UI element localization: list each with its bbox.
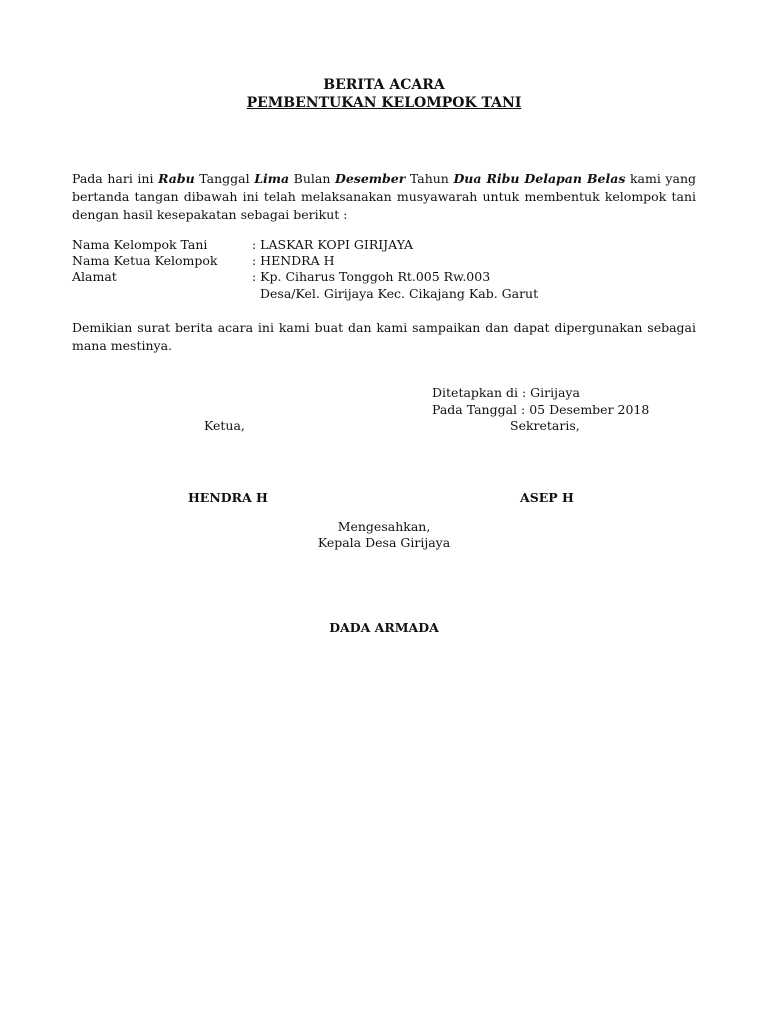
intro-text-5: kami yang bertanda tangan dibawah ini telah melaksanakan musyawarah untuk membentuk kelompok tani dengan hasil kesepakatan sebagai berikut : xyxy=(72,171,696,222)
intro-text-1: Pada hari ini xyxy=(72,171,159,186)
signing-date: Pada Tanggal : 05 Desember 2018 xyxy=(432,402,650,417)
intro-text-2: Tanggal xyxy=(194,171,255,186)
intro-month: Desember xyxy=(335,171,406,186)
secretary-title: Sekretaris, xyxy=(510,418,580,433)
chair-title: Ketua, xyxy=(204,418,245,433)
village-head-title: Kepala Desa Girijaya xyxy=(317,535,451,550)
group-name-value: : LASKAR KOPI GIRIJAYA xyxy=(252,237,414,252)
document-title: BERITA ACARA xyxy=(323,77,445,93)
intro-date: Lima xyxy=(254,171,290,186)
closing-paragraph: Demikian surat berita acara ini kami buat dan kami sampaikan dan dapat dipergunakan sebagai mana mestinya. xyxy=(72,320,696,353)
intro-text-3: Bulan xyxy=(289,171,335,186)
address-label: Alamat xyxy=(72,269,117,284)
intro-year: Dua Ribu Delapan Belas xyxy=(453,171,626,186)
address-value-line1: : Kp. Ciharus Tonggoh Rt.005 Rw.003 xyxy=(252,269,491,284)
approval-label: Mengesahkan, xyxy=(337,519,431,534)
leader-label: Nama Ketua Kelompok xyxy=(72,253,218,268)
chair-name: HENDRA H xyxy=(188,490,268,505)
document-subtitle: PEMBENTUKAN KELOMPOK TANI xyxy=(246,95,522,111)
intro-paragraph xyxy=(72,170,696,224)
secretary-name: ASEP H xyxy=(520,490,574,505)
signing-place: Ditetapkan di : Girijaya xyxy=(432,385,580,400)
intro-day: Rabu xyxy=(158,171,195,186)
group-name-label: Nama Kelompok Tani xyxy=(72,237,208,252)
leader-value: : HENDRA H xyxy=(252,253,335,268)
village-head-name: DADA ARMADA xyxy=(329,620,439,635)
intro-text-4: Tahun xyxy=(405,171,454,186)
address-value-line2: Desa/Kel. Girijaya Kec. Cikajang Kab. Garut xyxy=(260,286,539,301)
